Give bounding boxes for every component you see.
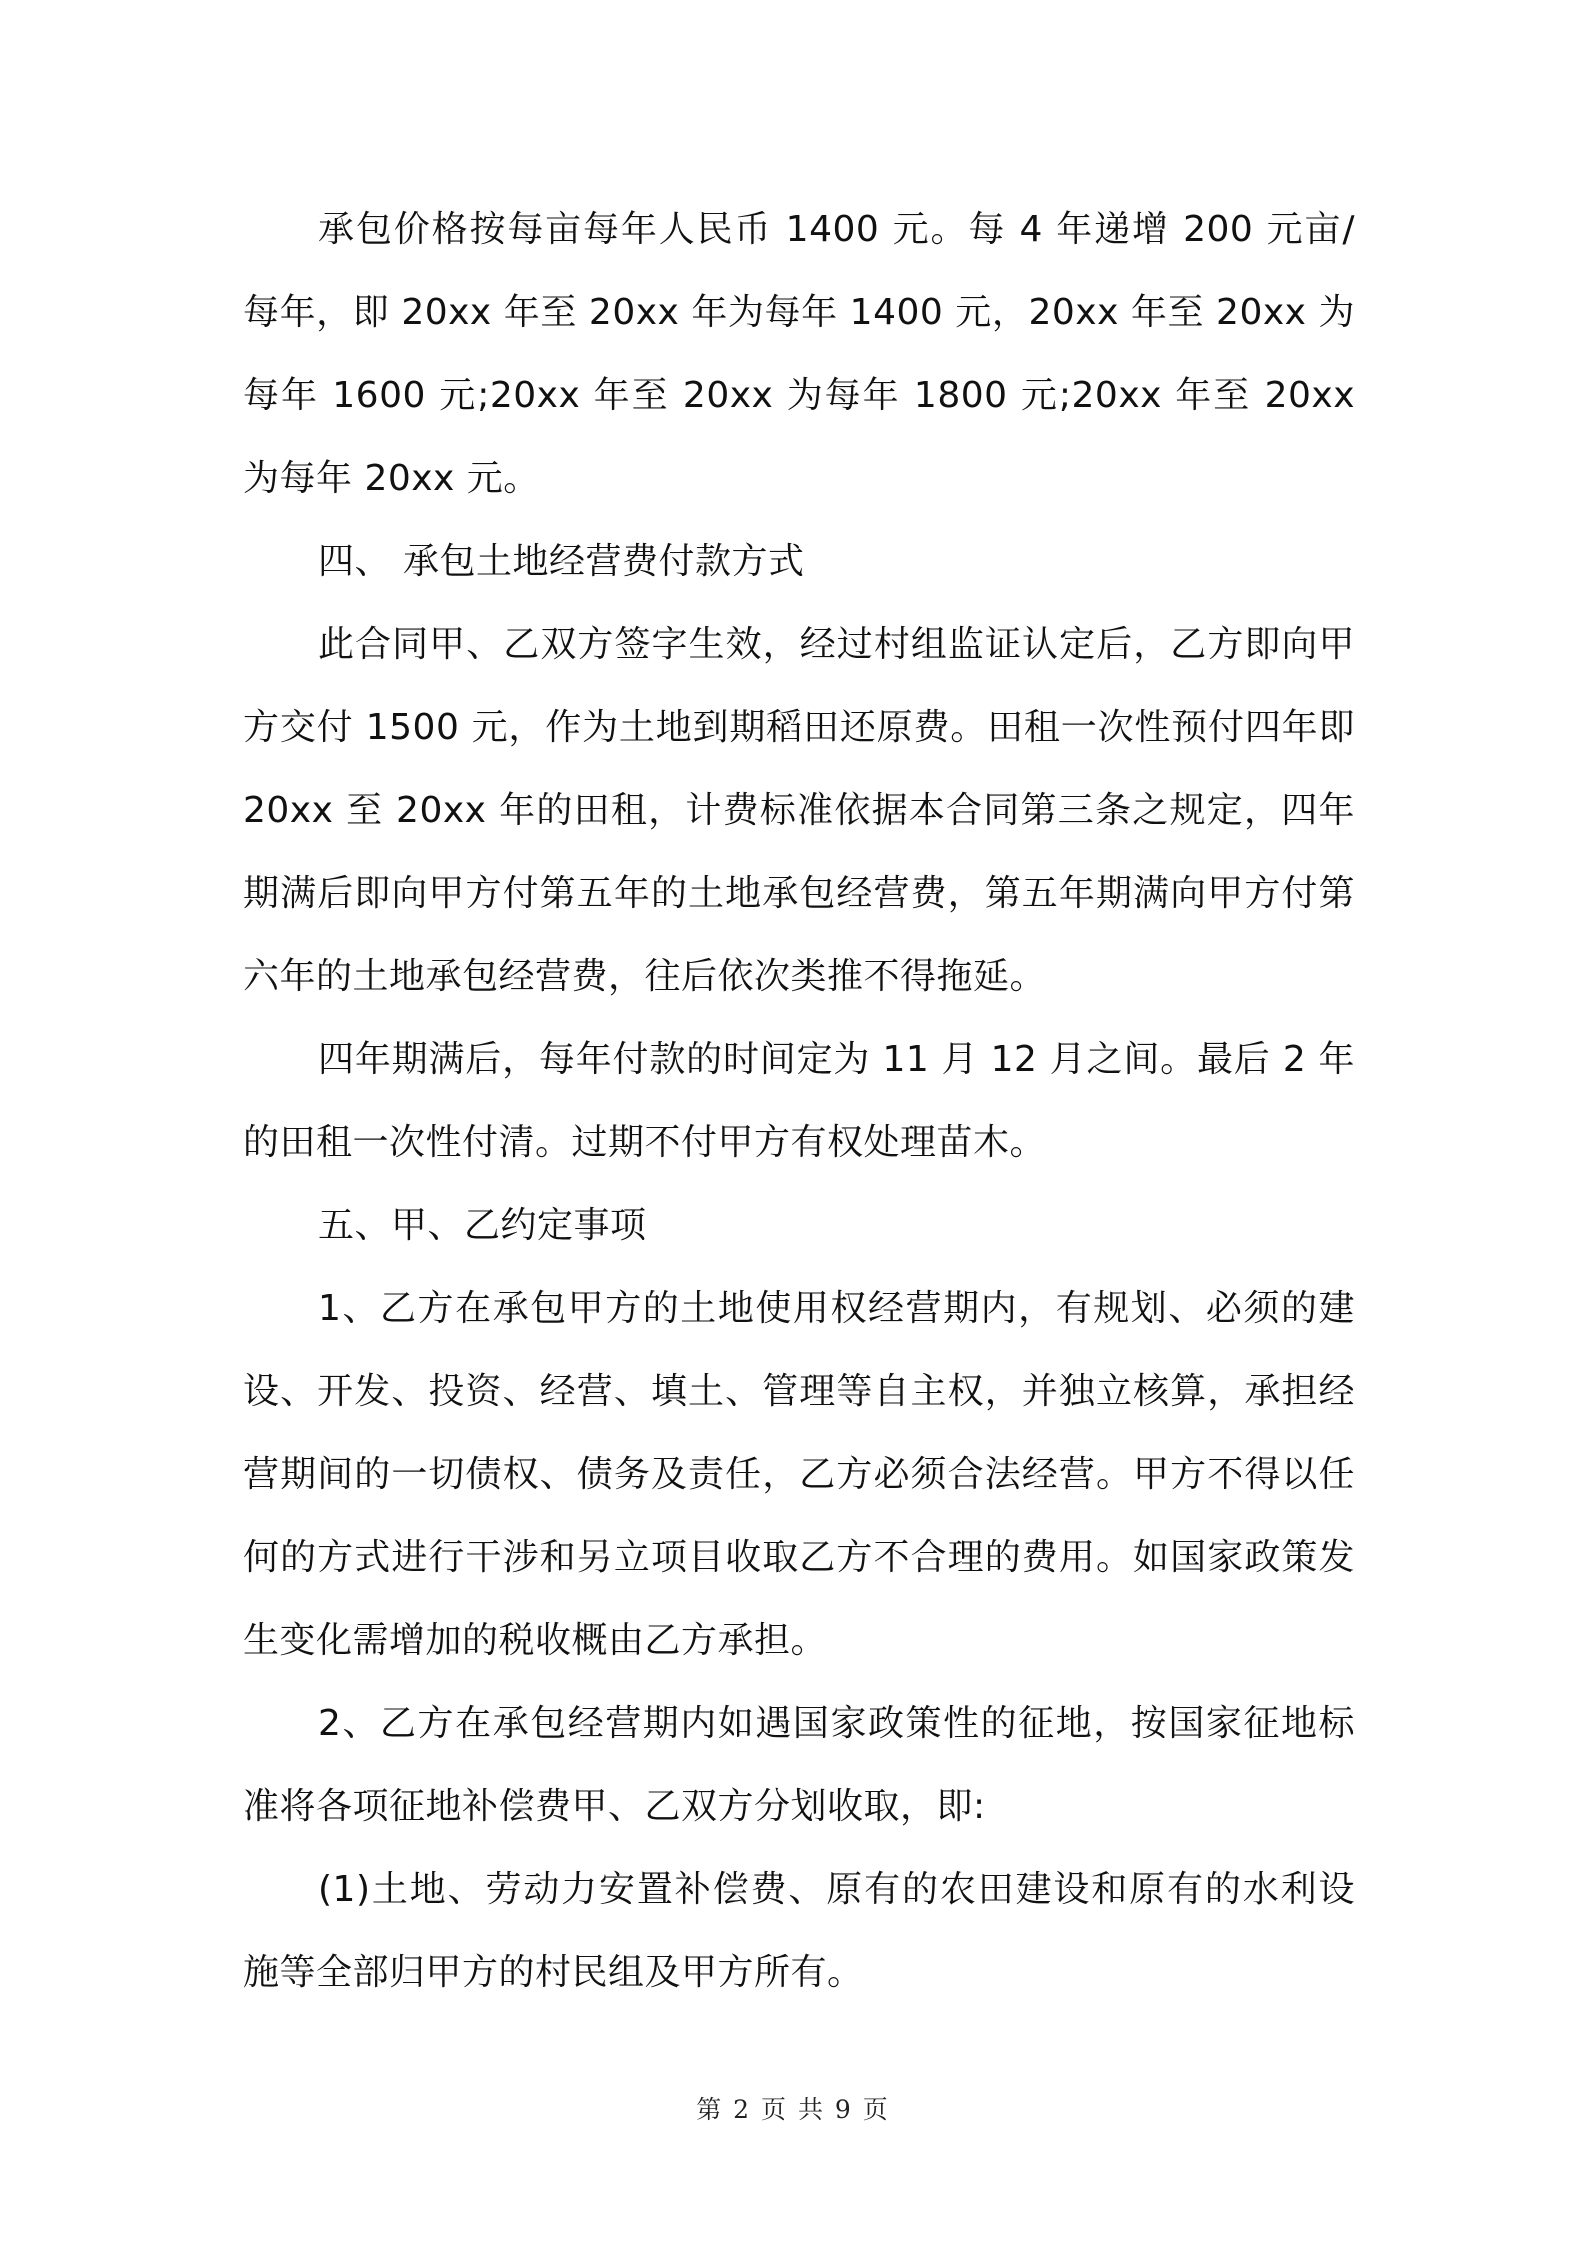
paragraph-payment-terms: 此合同甲、乙双方签字生效，经过村组监证认定后，乙方即向甲方交付 1500 元，作为土地到期稻田还原费。田租一次性预付四年即 20xx 至 20xx 年的田租，计费标准依据本合同第三条之规定，四年期满后即向甲方付第五年的土地承包经营费，第五年期满向甲方付第六年的土地承包经营费，往后依次类推不得拖延。	[243, 624, 1355, 997]
paragraph-clause-2: 2、乙方在承包经营期内如遇国家政策性的征地，按国家征地标准将各项征地补偿费甲、乙双方分划收取，即:	[243, 1703, 1355, 1827]
paragraph-clause-2-1: (1)土地、劳动力安置补偿费、原有的农田建设和原有的水利设施等全部归甲方的村民组及甲方所有。	[243, 1869, 1355, 1993]
document-body	[243, 188, 1355, 2014]
section-heading-payment: 四、 承包土地经营费付款方式	[318, 541, 805, 582]
paragraph-clause-1: 1、乙方在承包甲方的土地使用权经营期内，有规划、必须的建设、开发、投资、经营、填土、管理等自主权，并独立核算，承担经营期间的一切债权、债务及责任，乙方必须合法经营。甲方不得以任何的方式进行干涉和另立项目收取乙方不合理的费用。如国家政策发生变化需增加的税收概由乙方承担。	[243, 1288, 1355, 1661]
section-heading-agreements: 五、甲、乙约定事项	[318, 1205, 647, 1246]
paragraph-pricing: 承包价格按每亩每年人民币 1400 元。每 4 年递增 200 元亩/每年，即 20xx 年至 20xx 年为每年 1400 元，20xx 年至 20xx 为每年 1600 元;20xx 年至 20xx 为每年 1800 元;20xx 年至 20xx 为每年 20xx 元。	[243, 209, 1355, 499]
page-number-footer: 第 2 页 共 9 页	[696, 2095, 890, 2124]
paragraph-payment-schedule: 四年期满后，每年付款的时间定为 11 月 12 月之间。最后 2 年的田租一次性付清。过期不付甲方有权处理苗木。	[243, 1039, 1355, 1163]
